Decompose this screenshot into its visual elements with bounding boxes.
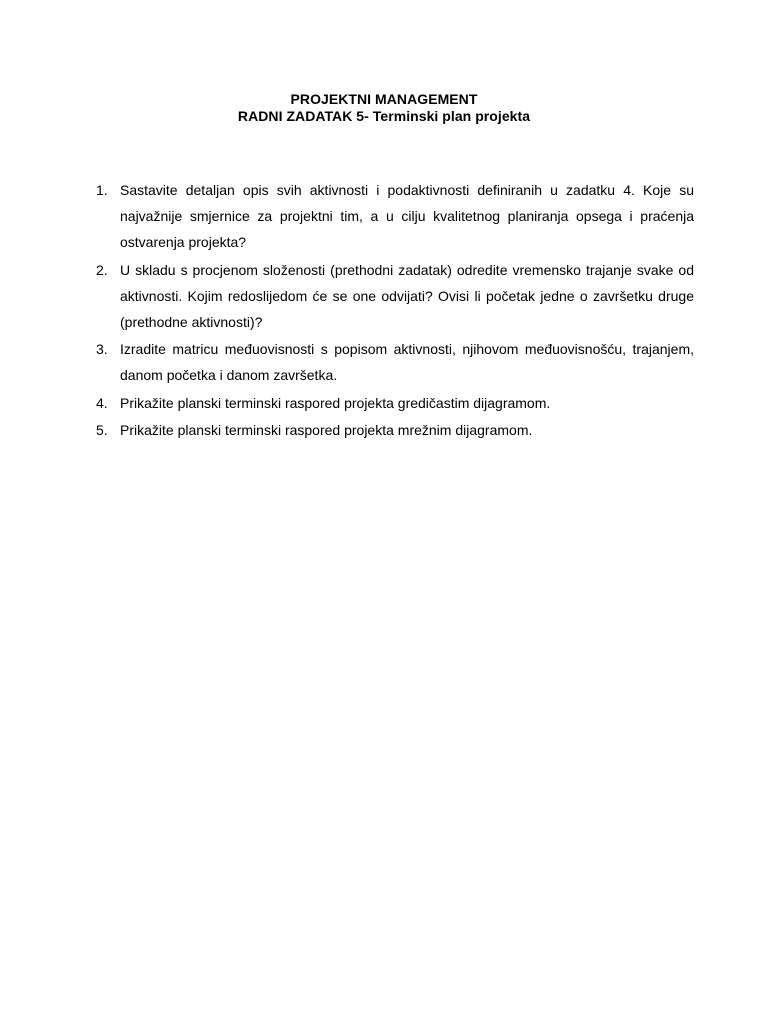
course-title: PROJEKTNI MANAGEMENT (290, 91, 478, 107)
document-header (0, 91, 768, 125)
task-text: U skladu s procjenom složenosti (prethodni zadatak) odredite vremensko trajanje svake od aktivnosti. Kojim redoslijedom će se one odvijati? Ovisi li početak jedne o završetku druge (prethodne aktivnosti)? (120, 261, 694, 331)
task-list (96, 177, 694, 444)
task-text: Prikažite planski terminski raspored projekta gredičastim dijagramom. (120, 394, 551, 411)
task-number: 3. (96, 341, 108, 358)
task-item-1 (96, 177, 694, 256)
task-text: Sastavite detaljan opis svih aktivnosti i podaktivnosti definiranih u zadatku 4. Koje su najvažnije smjernice za projektni tim, a u cilju kvalitetnog planiranja opsega i praćenja ostvarenja projekta? (120, 182, 694, 251)
assignment-title: RADNI ZADATAK 5- Terminski plan projekta (237, 108, 531, 124)
task-text: Prikažite planski terminski raspored projekta mrežnim dijagramom. (120, 421, 533, 438)
task-number: 1. (96, 182, 108, 198)
task-number: 2. (96, 261, 108, 278)
task-item-2 (96, 257, 694, 336)
task-item-3 (96, 336, 694, 388)
task-text: Izradite matricu međuovisnosti s popisom aktivnosti, njihovom međuovisnošću, trajanjem, danom početka i danom završetka. (120, 341, 694, 384)
task-number: 4. (96, 394, 108, 411)
task-item-5 (96, 417, 694, 443)
task-number: 5. (96, 421, 108, 438)
task-item-4 (96, 390, 694, 416)
